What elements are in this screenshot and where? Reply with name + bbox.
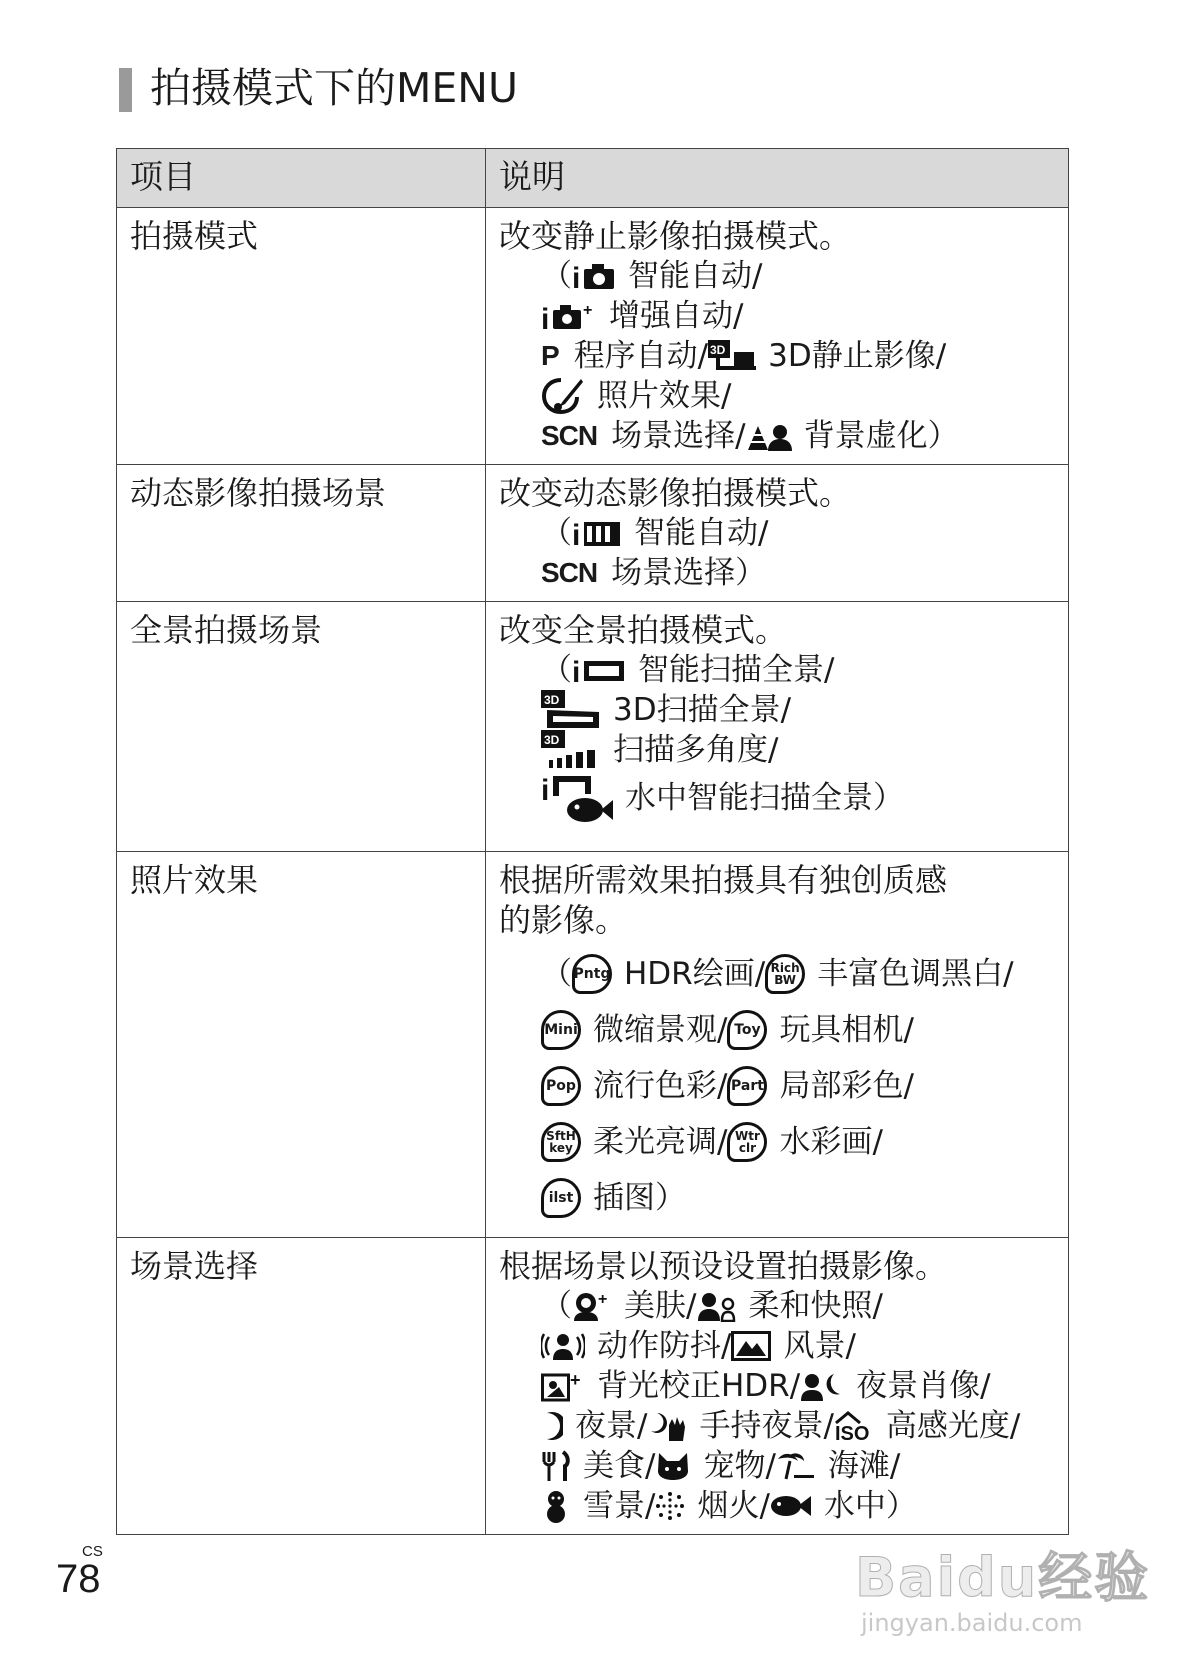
option-label: 增强自动/ xyxy=(609,298,744,334)
option-label: 美肤/ xyxy=(624,1288,697,1324)
option-label: 3D静止影像/ xyxy=(768,338,947,374)
svg-text:i: i xyxy=(541,303,550,331)
option-line xyxy=(541,376,1056,416)
option-label: 雪景/ xyxy=(583,1488,656,1524)
option-line xyxy=(541,1002,1056,1058)
fireworks-icon xyxy=(655,1491,685,1521)
row-description-cont: 的影像。 xyxy=(499,901,628,939)
partial-color-icon: Part xyxy=(727,1066,767,1106)
option-line xyxy=(541,1170,1056,1226)
table-header-row xyxy=(117,149,1069,208)
option-label: 海滩/ xyxy=(827,1448,901,1484)
sweep-multi-angle-icon xyxy=(541,730,601,770)
option-line xyxy=(541,1486,1056,1526)
option-line xyxy=(541,1446,1056,1486)
svg-text:+: + xyxy=(583,302,593,319)
landscape-icon xyxy=(731,1331,771,1361)
watermark-url: jingyan.baidu.com xyxy=(861,1609,1083,1637)
3d-sweep-icon xyxy=(541,690,601,730)
item-name: 场景选择 xyxy=(130,1247,259,1285)
night-scene-icon xyxy=(541,1411,563,1441)
option-line xyxy=(541,690,1056,730)
page-number: 78 xyxy=(56,1557,101,1601)
svg-text:i: i xyxy=(572,262,581,291)
item-name: 全景拍摄场景 xyxy=(130,611,323,649)
option-line xyxy=(541,1326,1056,1366)
3d-still-icon xyxy=(708,340,756,372)
option-label: 风景/ xyxy=(783,1328,856,1364)
svg-text:+: + xyxy=(570,1370,581,1390)
option-label: 智能自动/ xyxy=(628,258,763,294)
option-label: 玩具相机/ xyxy=(779,1012,914,1048)
option-label: 宠物/ xyxy=(703,1448,776,1484)
header-desc: 说明 xyxy=(486,149,1069,208)
option-line xyxy=(541,336,1056,376)
option-label: 水中） xyxy=(823,1488,917,1524)
scn-icon: SCN xyxy=(541,557,598,588)
option-line: （ i 智能自动/ xyxy=(541,515,769,551)
svg-text:i: i xyxy=(541,774,550,807)
svg-text:3D: 3D xyxy=(544,693,560,707)
option-label: 智能自动/ xyxy=(634,515,769,551)
option-label: 流行色彩/ xyxy=(593,1068,728,1104)
beach-icon xyxy=(776,1451,816,1481)
anti-motion-blur-icon xyxy=(541,1331,585,1361)
option-label: 柔和快照/ xyxy=(748,1288,883,1324)
option-line xyxy=(541,553,1056,593)
option-label: 场景选择） xyxy=(611,555,767,591)
soft-snap-icon xyxy=(696,1290,736,1322)
backlight-hdr-icon xyxy=(541,1370,585,1402)
option-line xyxy=(541,296,1056,336)
option-label: 照片效果/ xyxy=(597,378,732,414)
table-row xyxy=(117,208,1069,465)
watermark-brand: Baidu经验 xyxy=(855,1546,1151,1609)
option-line xyxy=(541,1366,1056,1406)
svg-text:i: i xyxy=(572,519,581,548)
option-label: 动作防抖/ xyxy=(597,1328,732,1364)
option-label: 扫描多角度/ xyxy=(613,732,779,768)
option-label: 背光校正HDR/ xyxy=(597,1368,801,1404)
illustration-icon: ilst xyxy=(541,1178,581,1218)
watercolor-icon: Wtr clr xyxy=(727,1122,767,1162)
item-name: 照片效果 xyxy=(130,861,259,899)
svg-text:ISO: ISO xyxy=(834,1423,870,1441)
svg-text:3D: 3D xyxy=(544,733,560,747)
high-sensitivity-icon xyxy=(834,1411,874,1441)
background-defocus-icon xyxy=(746,420,792,452)
rich-bw-icon: Rich BW xyxy=(765,954,805,994)
svg-text:i: i xyxy=(572,656,581,685)
svg-text:3D: 3D xyxy=(710,343,726,357)
option-label: 3D扫描全景/ xyxy=(613,692,792,728)
option-line xyxy=(541,770,1056,826)
intelligent-auto-icon xyxy=(572,261,616,291)
handheld-twilight-icon xyxy=(647,1411,687,1441)
option-label: 场景选择/ xyxy=(611,418,746,454)
underwater-sweep-icon xyxy=(541,772,613,824)
option-line xyxy=(541,1058,1056,1114)
option-label: 高感光度/ xyxy=(885,1408,1021,1444)
option-line: （ i 智能扫描全景/ xyxy=(541,652,835,688)
option-line xyxy=(541,730,1056,770)
soft-skin-icon xyxy=(572,1290,612,1322)
option-label: 微缩景观/ xyxy=(593,1012,728,1048)
option-label: 局部彩色/ xyxy=(779,1068,914,1104)
item-name: 动态影像拍摄场景 xyxy=(130,474,387,512)
option-line: （ Pntg HDR绘画/ Rich BW 丰富色调黑白/ xyxy=(541,946,1056,1002)
intelligent-auto-movie-icon xyxy=(572,518,622,548)
table-row xyxy=(117,1238,1069,1535)
scn-icon: SCN xyxy=(541,420,598,451)
miniature-icon: Mini xyxy=(541,1010,581,1050)
row-description: 改变全景拍摄模式。 xyxy=(499,611,788,649)
option-line xyxy=(541,1114,1056,1170)
section-title: 拍摄模式下的MENU xyxy=(150,64,518,112)
section-marker xyxy=(119,68,132,112)
option-label: 程序自动/ xyxy=(573,338,709,374)
row-description: 根据所需效果拍摄具有独创质感 xyxy=(499,861,948,899)
option-label: 水中智能扫描全景） xyxy=(625,780,904,816)
option-label: 夜景肖像/ xyxy=(856,1368,991,1404)
row-description: 改变静止影像拍摄模式。 xyxy=(499,217,852,255)
superior-auto-icon xyxy=(541,301,597,331)
option-label: 背景虚化） xyxy=(803,418,959,454)
hdr-painting-icon: Pntg xyxy=(572,954,612,994)
option-line xyxy=(541,1406,1056,1446)
option-label: 智能扫描全景/ xyxy=(638,652,835,688)
gourmet-icon xyxy=(541,1450,571,1482)
language-code: CS xyxy=(82,1543,103,1560)
watermark xyxy=(855,1548,1175,1668)
pop-color-icon: Pop xyxy=(541,1066,581,1106)
option-line xyxy=(541,416,1056,456)
underwater-icon xyxy=(770,1492,812,1520)
night-portrait-icon xyxy=(800,1370,844,1402)
toy-camera-icon: Toy xyxy=(727,1010,767,1050)
picture-effect-icon xyxy=(541,377,585,415)
table-row xyxy=(117,602,1069,852)
soft-high-key-icon: SftH key xyxy=(541,1122,581,1162)
svg-text:+: + xyxy=(598,1291,608,1308)
table-row xyxy=(117,852,1069,1238)
menu-table xyxy=(116,148,1069,1535)
option-label: HDR绘画/ xyxy=(624,956,766,992)
option-line: （ i 智能自动/ xyxy=(541,258,763,294)
program-auto-icon: P xyxy=(541,340,560,371)
option-label: 美食/ xyxy=(583,1448,656,1484)
row-description: 改变动态影像拍摄模式。 xyxy=(499,474,852,512)
table-row xyxy=(117,465,1069,602)
option-label: 插图） xyxy=(593,1180,686,1216)
row-description: 根据场景以预设设置拍摄影像。 xyxy=(499,1247,948,1285)
option-label: 丰富色调黑白/ xyxy=(817,956,1014,992)
option-label: 柔光亮调/ xyxy=(593,1124,728,1160)
option-label: 水彩画/ xyxy=(779,1124,883,1160)
option-label: 夜景/ xyxy=(575,1408,648,1444)
snow-icon xyxy=(541,1489,571,1523)
option-label: 烟火/ xyxy=(697,1488,770,1524)
item-name: 拍摄模式 xyxy=(130,217,259,255)
header-item: 项目 xyxy=(117,149,486,208)
pet-icon xyxy=(655,1451,691,1481)
option-line: （ + 美肤/ 柔和快照/ xyxy=(541,1288,883,1324)
option-label: 手持夜景/ xyxy=(699,1408,834,1444)
intelligent-sweep-icon xyxy=(572,655,626,685)
